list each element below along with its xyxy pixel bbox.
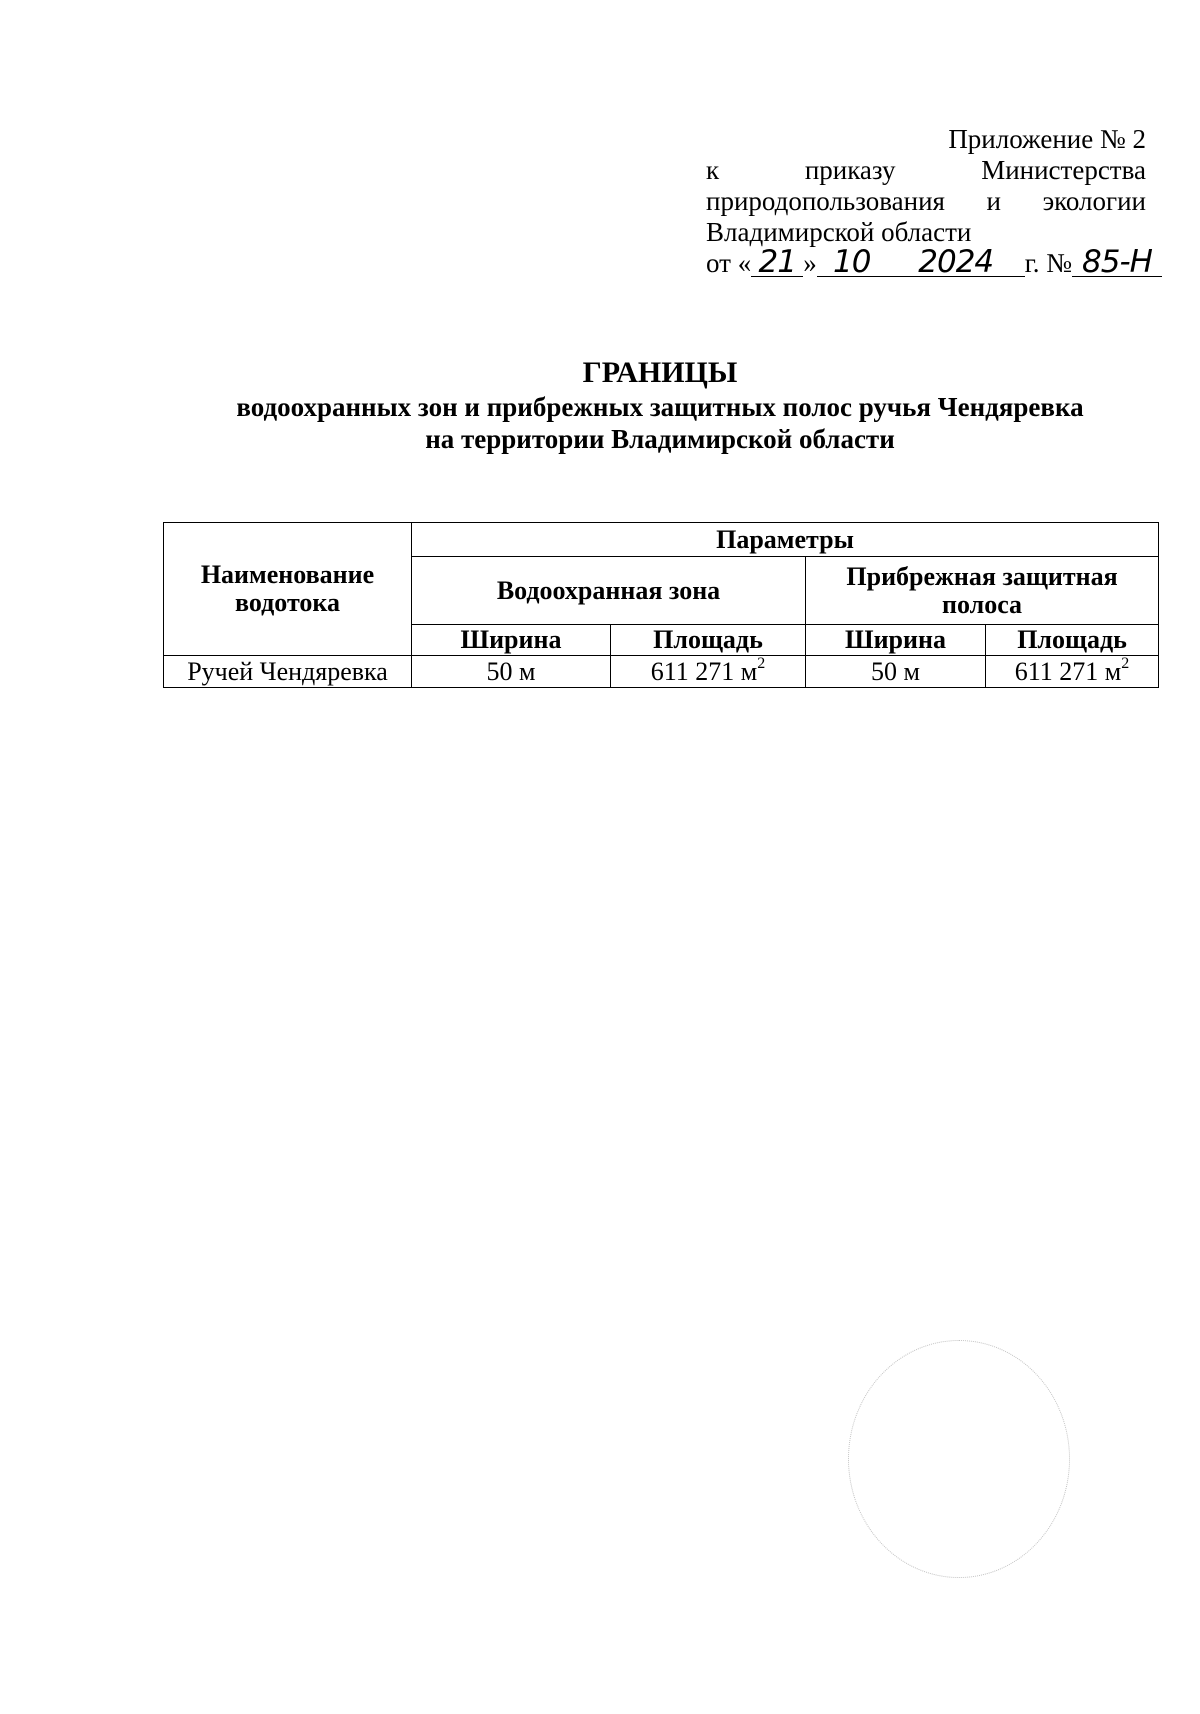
date-prefix: от « [706, 248, 752, 278]
cell-strip-area [986, 656, 1159, 688]
header-width: Ширина [806, 625, 986, 656]
appendix-title: Приложение № 2 [948, 124, 1146, 154]
header-water-protection-zone: Водоохранная зона [412, 557, 806, 625]
area-unit-power: 2 [1121, 654, 1130, 672]
date-mid: » [803, 248, 817, 278]
appendix-ministry-line [706, 186, 1146, 217]
handwritten-year: 2024 [887, 248, 1025, 277]
cell-zone-width: 50 м [412, 656, 611, 688]
area-unit-power: 2 [757, 654, 766, 672]
title-line-1: водоохранных зон и прибрежных защитных полос ручья Чендяревка [236, 392, 1084, 422]
header-coastal-protective-strip: Прибрежная защитная полоса [806, 557, 1159, 625]
appendix-word: природопользования [706, 186, 945, 216]
appendix-date-line [706, 244, 1152, 280]
header-watercourse-name: Наименование водотока [164, 523, 412, 656]
cell-watercourse-name: Ручей Чендяревка [164, 656, 412, 688]
appendix-region-line: Владимирской области [706, 217, 972, 247]
appendix-word: приказу [804, 155, 896, 185]
zone-area-value: 611 271 м [650, 656, 758, 686]
cell-zone-area [611, 656, 806, 688]
cell-strip-width: 50 м [806, 656, 986, 688]
handwritten-number: 85-Н [1072, 248, 1162, 277]
appendix-word: Министерства [981, 155, 1146, 185]
appendix-order-line [706, 155, 1146, 186]
appendix-word: и [986, 186, 1001, 216]
title-main: ГРАНИЦЫ [582, 356, 738, 389]
appendix-word: экологии [1042, 186, 1146, 216]
handwritten-day: 21 [751, 248, 803, 277]
parameters-table [163, 522, 1159, 688]
number-label: г. № [1024, 248, 1072, 278]
table-row [164, 656, 1159, 688]
document-title [160, 357, 1160, 455]
header-area: Площадь [986, 625, 1159, 656]
appendix-word: к [706, 155, 720, 185]
header-parameters: Параметры [412, 523, 1159, 557]
table-header-row [164, 523, 1159, 557]
handwritten-month: 10 [817, 248, 887, 277]
strip-area-value: 611 271 м [1014, 656, 1122, 686]
title-line-2: на территории Владимирской области [425, 424, 895, 454]
header-width: Ширина [412, 625, 611, 656]
appendix-block [706, 124, 1152, 280]
header-area: Площадь [611, 625, 806, 656]
faint-seal-stamp [848, 1340, 1070, 1578]
